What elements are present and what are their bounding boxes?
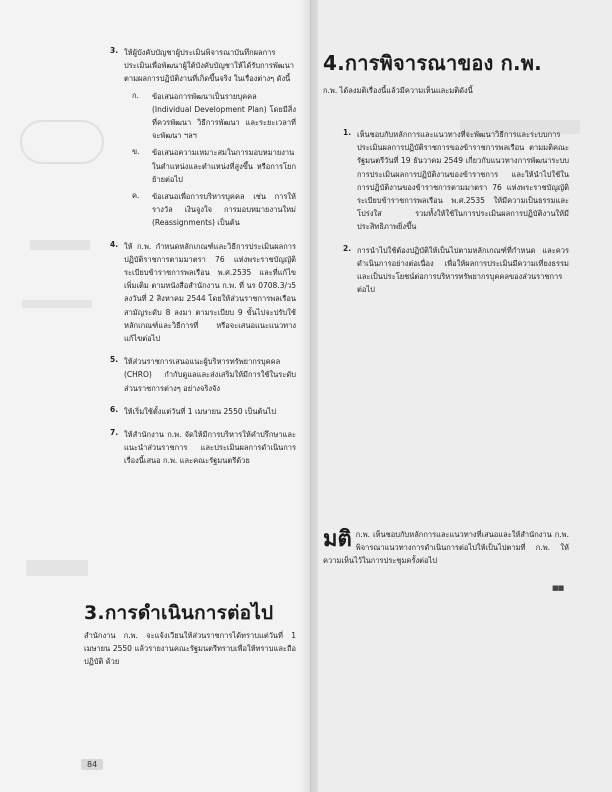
section-4-intro-text: ก.พ. ได้ลงมติเรื่องนี้แล้วมีความเห็นและมติดังนี้	[323, 86, 473, 95]
list-number: 2.	[343, 243, 352, 253]
list-number: 3.	[110, 46, 119, 55]
ghost-decoration	[26, 560, 88, 576]
sub-text: ข้อเสนอการพัฒนาเป็นรายบุคคล (Individual Development Plan) โดยมีสิ่งที่ควรพัฒนา วิธีการพัฒนา และระยะเวลาที่จะพัฒนา ฯลฯ	[152, 91, 296, 141]
list-number: 5.	[110, 355, 119, 365]
sub-item	[132, 146, 296, 186]
ghost-decoration	[22, 300, 92, 308]
section-3-body	[84, 629, 296, 669]
list-item	[110, 428, 296, 468]
sub-text: ข้อเสนอความเหมาะสมในการมอบหมายงานในตำแหน่งและตำแหน่งที่สูงขึ้น หรือการโยกย้ายต่อไป	[152, 148, 296, 184]
sub-item	[132, 90, 296, 143]
list-text: เห็นชอบกับหลักการและแนวทางที่จะพัฒนาวิธีการและระบบการประเมินผลการปฏิบัติราชการของข้าราชการพลเรือน ตามมติคณะรัฐมนตรีวันที่ 19 ธันวาคม 2549 เกี่ยวกับแนวทางการพัฒนาระบบการประเมินผลการปฏิบัติงานของข้าราชการ และให้นำไปใช้ในการปฏิบัติงานของข้าราชการตามมาตรา 76 แห่งพระราชบัญญัติระเบียบข้าราชการพลเรือน พ.ศ.2535 ให้มีความเป็นธรรมและโปร่งใส รวมทั้งให้ใช้ในการประเมินผลการปฏิบัติงานให้มีประสิทธิภาพยิ่งขึ้น	[357, 130, 569, 232]
list-text: ให้ส่วนราชการเสนอแนะผู้บริหารทรัพยากรบุคคล (CHRO) กำกับดูแลและส่งเสริมให้มีการใช้ในระดับส่วนราชการต่างๆ อย่างจริงจัง	[124, 357, 296, 393]
resolution-text: ก.พ. เห็นชอบกับหลักการและแนวทางที่เสนอและให้สำนักงาน ก.พ. พิจารณาแนวทางการดำเนินการต่อไปให้เป็นไปตามที่ ก.พ. ให้ความเห็นไว้ในการประชุมครั้งต่อไป	[323, 530, 569, 566]
end-of-article-mark: ■■	[552, 584, 564, 592]
left-numbered-list	[110, 46, 296, 478]
list-item	[110, 240, 296, 346]
right-page	[318, 0, 612, 792]
sub-text: ข้อเสนอเพื่อการบริหารบุคคล เช่น การให้รางวัล เงินจูงใจ การมอบหมายงานใหม่ (Reassignments) เป็นต้น	[152, 192, 296, 228]
list-item	[110, 355, 296, 395]
sub-letter: ก.	[132, 90, 139, 100]
page-number: 84	[81, 759, 103, 770]
list-number: 7.	[110, 428, 119, 438]
list-item	[343, 128, 569, 234]
sub-letter: ค.	[132, 191, 140, 201]
section-3-heading: 3.การดำเนินการต่อไป	[84, 602, 274, 624]
section-4-heading: 4.การพิจารณาของ ก.พ.	[323, 51, 542, 75]
list-number: 6.	[110, 404, 119, 414]
ghost-decoration	[20, 120, 104, 164]
list-item	[110, 46, 296, 230]
ghost-decoration	[30, 240, 90, 250]
section-4-intro	[323, 84, 563, 97]
sub-item	[132, 190, 296, 230]
list-text: การนำไปใช้ต้องปฏิบัติให้เป็นไปตามหลักเกณฑ์ที่กำหนด และควรดำเนินการอย่างต่อเนื่อง เพื่อให้ผลการประเมินมีความเที่ยงธรรม และเป็นประโยชน์ต่อการบริหารทรัพยากรบุคคลของส่วนราชการต่อไป	[357, 245, 569, 295]
list-item	[110, 405, 296, 418]
resolution-dropcap: มติ	[323, 527, 352, 552]
list-text: ให้เริ่มใช้ตั้งแต่วันที่ 1 เมษายน 2550 เป็นต้นไป	[124, 406, 276, 416]
list-number: 4.	[110, 239, 119, 249]
list-text: ให้ ก.พ. กำหนดหลักเกณฑ์และวิธีการประเมินผลการปฏิบัติราชการตามมาตรา 76 แห่งพระราชบัญญัติระเบียบข้าราชการพลเรือน พ.ศ.2535 และที่แก้ไขเพิ่มเติม ตามหนังสือสำนักงาน ก.พ. ที่ นร 0708.3/ว5 ลงวันที่ 2 สิงหาคม 2544 โดยให้ส่วนราชการพลเรือนสามัญระดับ 8 ลงมา ตามระเบียบ 9 ขั้นไปจะปรับใช้หลักเกณฑ์และวิธีการที่ หรือจะเสนอแนะแนวทางแก้ไขต่อไป	[124, 241, 296, 344]
sub-letter: ข.	[132, 147, 140, 157]
section-3-text: สำนักงาน ก.พ. จะแจ้งเวียนให้ส่วนราชการได้ทราบแต่วันที่ 1 เมษายน 2550 แล้วรายงานคณะรัฐมนตรีทราบเพื่อให้ทราบและถือปฏิบัติ ด้วย	[84, 631, 296, 667]
list-text: ให้ผู้บังคับบัญชาผู้ประเมินพิจารณาบันทึกผลการประเมินเพื่อพัฒนาผู้ใต้บังคับบัญชาให้ได้รับการพัฒนาตามผลการปฏิบัติงานที่เกิดขึ้นจริง ในเรื่องต่างๆ ดังนี้	[124, 48, 294, 84]
list-number: 1.	[343, 128, 352, 137]
resolution-block	[323, 528, 569, 568]
right-numbered-list	[343, 128, 569, 306]
list-text: ให้สำนักงาน ก.พ. จัดให้มีการบริหารให้คำปรึกษาและแนะนำส่วนราชการ และประเมินผลการดำเนินการเรื่องนี้เสนอ ก.พ. และคณะรัฐมนตรีด้วย	[124, 430, 296, 466]
list-item	[343, 244, 569, 297]
